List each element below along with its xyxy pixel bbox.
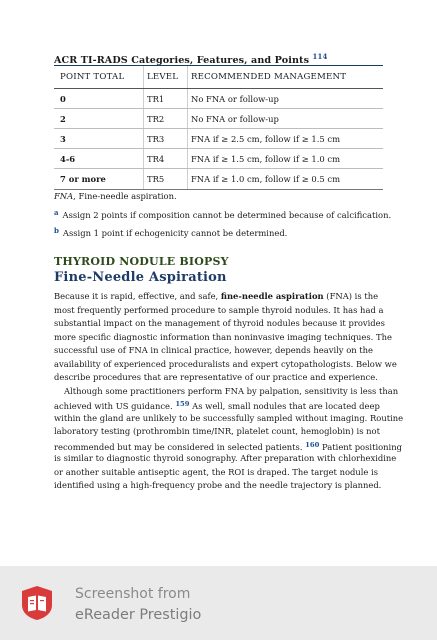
paragraph-2-line: laboratory testing (prothrombin time/INR, platelet count, hemoglobin) is not [54, 426, 380, 436]
footnote-a [54, 208, 391, 220]
paragraph-2-line: Although some practitioners perform FNA by palpation, sensitivity is less than [64, 385, 399, 396]
paragraph-2-line: within the gland are unlikely to be successfully sampled without imaging. Routine [54, 412, 404, 423]
footnote-fna [54, 191, 177, 201]
paragraph-2-line: is similar to diagnostic thyroid sonography. After preparation with chlorhexidine [54, 453, 397, 463]
table-title [54, 52, 327, 66]
footnote-fna-definition: Fine-needle aspiration. [75, 191, 177, 201]
text-run: Because it is rapid, effective, and safe, [54, 291, 221, 301]
paragraph-1-line: most frequently performed procedure to sample thyroid nodules. It has had a [54, 304, 384, 315]
text-run: Patient positioning [319, 441, 402, 452]
paragraph-2-line [54, 398, 384, 412]
table-row [54, 169, 383, 189]
body-text [54, 290, 404, 493]
header-point-total: POINT TOTAL [54, 66, 144, 88]
cell-management: No FNA or follow-up [191, 113, 279, 124]
table-title-reference[interactable]: 114 [312, 52, 328, 61]
footer-line-1: Screenshot from [75, 586, 191, 602]
text-run: (FNA) is the [323, 291, 379, 301]
footnote-b-text: Assign 1 point if echogenicity cannot be determined. [62, 228, 288, 238]
cell-management: No FNA or follow-up [191, 93, 279, 104]
cell-level: TR2 [144, 109, 188, 128]
text-run: recommended but may be considered in selected patients. [54, 441, 306, 452]
ti-rads-table [54, 65, 383, 190]
paragraph-2-line: identified using a high-frequency probe and the needle trajectory is planned. [54, 480, 382, 490]
paragraph-2-line [54, 439, 402, 453]
cell-points: 4-6 [54, 149, 144, 168]
section-heading: THYROID NODULE BIOPSY [54, 255, 229, 268]
cell-points: 7 or more [54, 169, 144, 189]
prestigio-book-icon [20, 585, 54, 621]
cell-points: 0 [54, 89, 144, 108]
cell-points: 2 [54, 109, 144, 128]
reference-159[interactable]: 159 [175, 400, 190, 408]
text-run: achieved with US guidance. [54, 401, 176, 411]
cell-points: 3 [54, 129, 144, 148]
paragraph-1-line: successful use of FNA in clinical practice, however, depends heavily on the [54, 345, 374, 355]
subsection-heading: Fine-Needle Aspiration [54, 270, 227, 285]
header-management: RECOMMENDED MANAGEMENT [191, 72, 347, 82]
table-title-text: ACR TI-RADS Categories, Features, and Points [54, 55, 310, 66]
cell-management: FNA if ≥ 1.0 cm, follow if ≥ 0.5 cm [191, 174, 341, 184]
footer-line-2: eReader Prestigio [75, 607, 202, 623]
header-level: LEVEL [144, 66, 188, 88]
cell-level: TR3 [144, 129, 188, 148]
paragraph-1-line [54, 290, 384, 304]
footer-caption [75, 584, 201, 626]
paragraph-1-line: substantial impact on the management of thyroid nodules because it provides [54, 318, 385, 328]
footnote-b [54, 226, 287, 238]
table-header-row [54, 66, 383, 89]
footnote-a-marker: a [54, 208, 59, 217]
footnote-fna-abbr: FNA, [54, 191, 76, 201]
cell-level: TR5 [144, 169, 188, 189]
reference-160[interactable]: 160 [305, 440, 320, 449]
cell-level: TR4 [144, 149, 188, 168]
paragraph-2-line: or another suitable antiseptic agent, the ROI is draped. The target nodule is [54, 466, 379, 477]
table-row [54, 89, 383, 109]
footnote-b-marker: b [54, 226, 59, 235]
paragraph-1-line: describe procedures that are representative of our practice and experience. [54, 372, 378, 382]
table-row [54, 149, 383, 169]
table-row [54, 109, 383, 129]
cell-management: FNA if ≥ 1.5 cm, follow if ≥ 1.0 cm [191, 153, 341, 164]
cell-management: FNA if ≥ 2.5 cm, follow if ≥ 1.5 cm [191, 133, 341, 144]
term-fna: fine-needle aspiration [220, 291, 324, 301]
paragraph-1-line: more specific diagnostic information than noninvasive imaging techniques. The [54, 331, 392, 342]
screenshot-footer [0, 566, 437, 640]
text-run: As well, small nodules that are located deep [189, 401, 380, 411]
table-row [54, 129, 383, 149]
cell-level: TR1 [144, 89, 188, 108]
paragraph-1-line: availability of experienced proceduralists and expert cytopathologists. Below we [54, 358, 397, 369]
footnote-a-text: Assign 2 points if composition cannot be determined because of calcification. [62, 210, 392, 220]
